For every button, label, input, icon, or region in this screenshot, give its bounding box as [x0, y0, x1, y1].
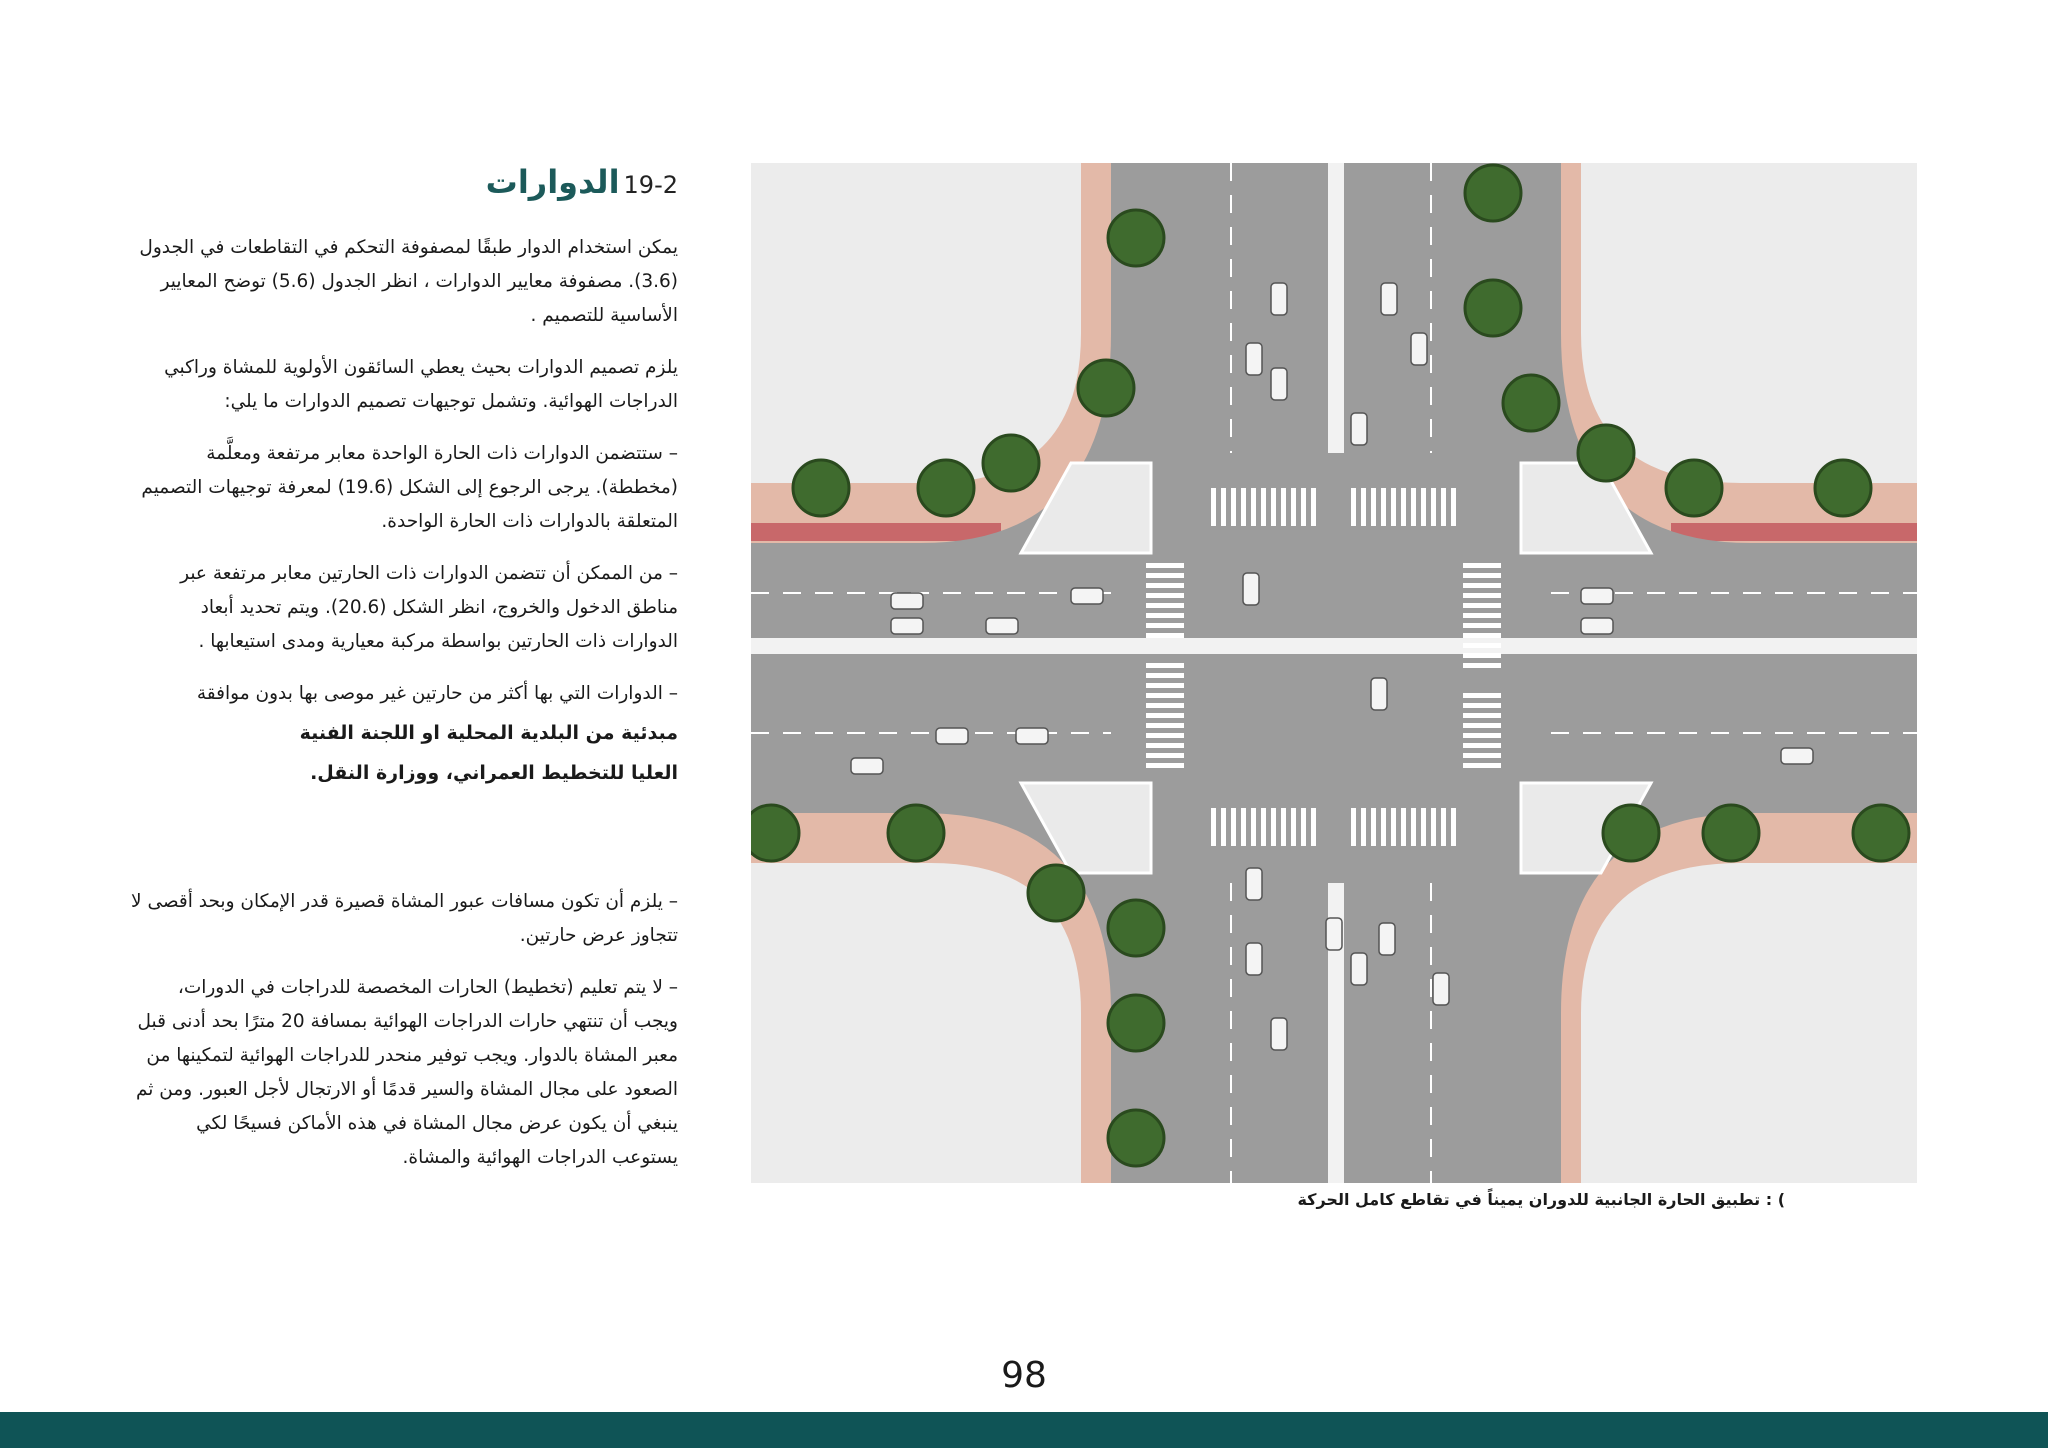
section-title: الدوارات: [485, 163, 620, 201]
figure-caption: ) : تطبيق الحارة الجانبية للدوران يميناً في تقاطع كامل الحركة: [1297, 1190, 1785, 1209]
paragraph: يمكن استخدام الدوار طبقًا لمصفوفة التحكم في التقاطعات في الجدول (3.6). مصفوفة معايير الدوارات ، انظر الجدول (5.6) توضح المعايير الأساسية للتصميم .: [139, 237, 678, 326]
paragraph: يلزم تصميم الدوارات بحيث يعطي السائقون الأولوية للمشاة وراكبي الدراجات الهوائية. وتشمل توجيهات تصميم الدوارات ما يلي:: [164, 357, 678, 412]
paragraph: – ستتضمن الدوارات ذات الحارة الواحدة معابر مرتفعة ومعلَّمة (مخططة). يرجى الرجوع إلى الشكل (19.6) لمعرفة توجيهات التصميم المتعلقة بالدوارات ذات الحارة الواحدة.: [141, 443, 678, 532]
paragraph: – من الممكن أن تتضمن الدوارات ذات الحارتين معابر مرتفعة عبر مناطق الدخول والخروج، انظر الشكل (20.6). ويتم تحديد أبعاد الدوارات ذات الحارتين بواسطة مركبة معيارية ومدى استيعابها .: [180, 563, 678, 652]
intersection-figure: [751, 163, 1917, 1183]
crosswalk-west: [1146, 558, 1184, 773]
text-column: [130, 160, 678, 1193]
bike-lane: [1671, 523, 1917, 541]
crosswalk-east: [1463, 558, 1501, 773]
section-heading: [130, 160, 678, 207]
bold-line: مبدئية من البلدية المحلية او اللجنة الفنية: [299, 722, 678, 744]
median: [1328, 163, 1344, 453]
bike-lane: [751, 523, 1001, 541]
paragraph: – لا يتم تعليم (تخطيط) الحارات المخصصة للدراجات في الدورات، ويجب أن تنتهي حارات الدراجات الهوائية بمسافة 20 مترًا بحد أدنى قبل معبر المشاة بالدوار. ويجب توفير منحدر للدراجات الهوائية لتمكينها من الصعود على مجال المشاة والسير قدمًا أو الارتجال لأجل العبور. ومن ثم ينبغي أن يكون عرض مجال المشاة في هذه الأماكن فسيحًا لكي يستوعب الدراجات الهوائية والمشاة.: [135, 977, 678, 1168]
page-number: 98: [1001, 1355, 1047, 1396]
paragraph: – يلزم أن تكون مسافات عبور المشاة قصيرة قدر الإمكان وبحد أقصى لا تتجاوز عرض حارتين.: [131, 891, 678, 946]
intersection-diagram: [751, 163, 1917, 1183]
bold-line: العليا للتخطيط العمراني، ووزارة النقل.: [310, 762, 678, 784]
footer-bar: [0, 1412, 2048, 1448]
paragraph: – الدوارات التي بها أكثر من حارتين غير موصى بها بدون موافقة: [196, 683, 678, 704]
median: [751, 638, 1917, 654]
section-number: 19-2: [623, 171, 678, 199]
